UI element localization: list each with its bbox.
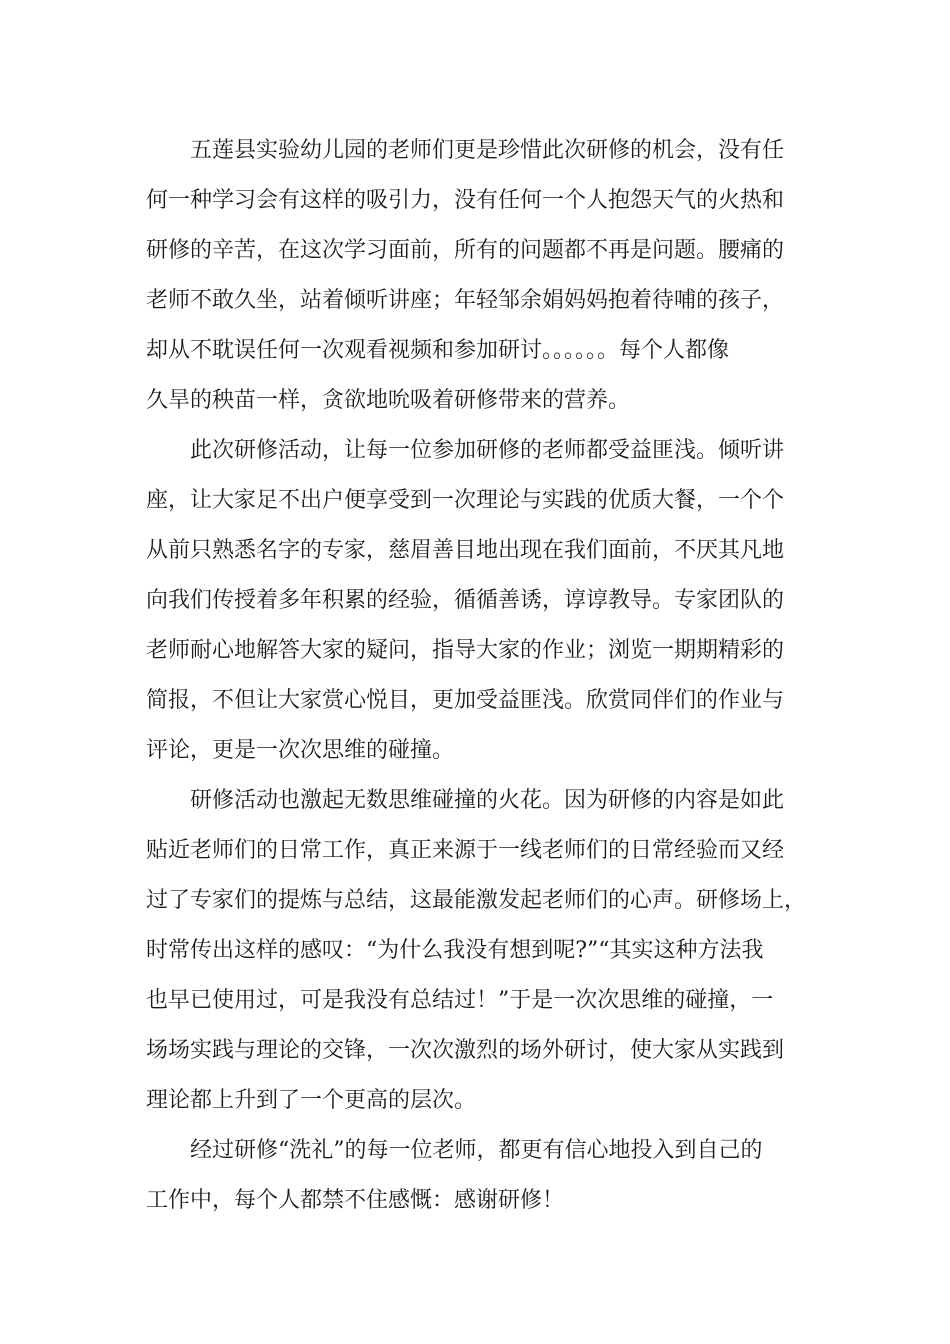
text-line: 工作中，每个人都禁不住感慨：感谢研修！ — [146, 1188, 565, 1213]
text-line: 理论都上升到了一个更高的层次。 — [146, 1088, 477, 1113]
text-line: 经过研修“洗礼”的每一位老师，都更有信心地投入到自己的 — [146, 1138, 763, 1163]
text-line: 场场实践与理论的交锋，一次次激烈的场外研讨，使大家从实践到 — [146, 1038, 785, 1063]
text-line: 座，让大家足不出户便享受到一次理论与实践的优质大餐，一个个 — [146, 488, 785, 513]
text-line: 老师耐心地解答大家的疑问，指导大家的作业；浏览一期期精彩的 — [146, 638, 785, 663]
text-line: 评论，更是一次次思维的碰撞。 — [146, 738, 455, 763]
text-line: 五莲县实验幼儿园的老师们更是珍惜此次研修的机会，没有任 — [146, 138, 785, 163]
text-line: 简报，不但让大家赏心悦目，更加受益匪浅。欣赏同伴们的作业与 — [146, 688, 785, 713]
text-line: 研修的辛苦，在这次学习面前，所有的问题都不再是问题。腰痛的 — [146, 238, 785, 263]
text-line: 贴近老师们的日常工作，真正来源于一线老师们的日常经验而又经 — [146, 838, 785, 863]
text-line: 老师不敢久坐，站着倾听讲座；年轻邹余娟妈妈抱着待哺的孩子， — [146, 288, 785, 313]
text-line: 研修活动也激起无数思维碰撞的火花。因为研修的内容是如此 — [146, 788, 785, 813]
text-line: 却从不耽误任何一次观看视频和参加研讨。。。。。。每个人都像 — [146, 338, 730, 363]
text-line: 过了专家们的提炼与总结，这最能激发起老师们的心声。研修场上， — [146, 888, 807, 913]
text-line: 何一种学习会有这样的吸引力，没有任何一个人抱怨天气的火热和 — [146, 188, 785, 213]
text-line: 从前只熟悉名字的专家，慈眉善目地出现在我们面前，不厌其凡地 — [146, 538, 785, 563]
text-line: 向我们传授着多年积累的经验，循循善诱，谆谆教导。专家团队的 — [146, 588, 785, 613]
text-line: 也早已使用过，可是我没有总结过！”于是一次次思维的碰撞，一 — [146, 988, 774, 1013]
text-line: 时常传出这样的感叹：“为什么我没有想到呢?”“其实这种方法我 — [146, 938, 764, 963]
text-line: 久旱的秧苗一样，贪欲地吮吸着研修带来的营养。 — [146, 388, 631, 413]
text-line: 此次研修活动，让每一位参加研修的老师都受益匪浅。倾听讲 — [146, 438, 785, 463]
